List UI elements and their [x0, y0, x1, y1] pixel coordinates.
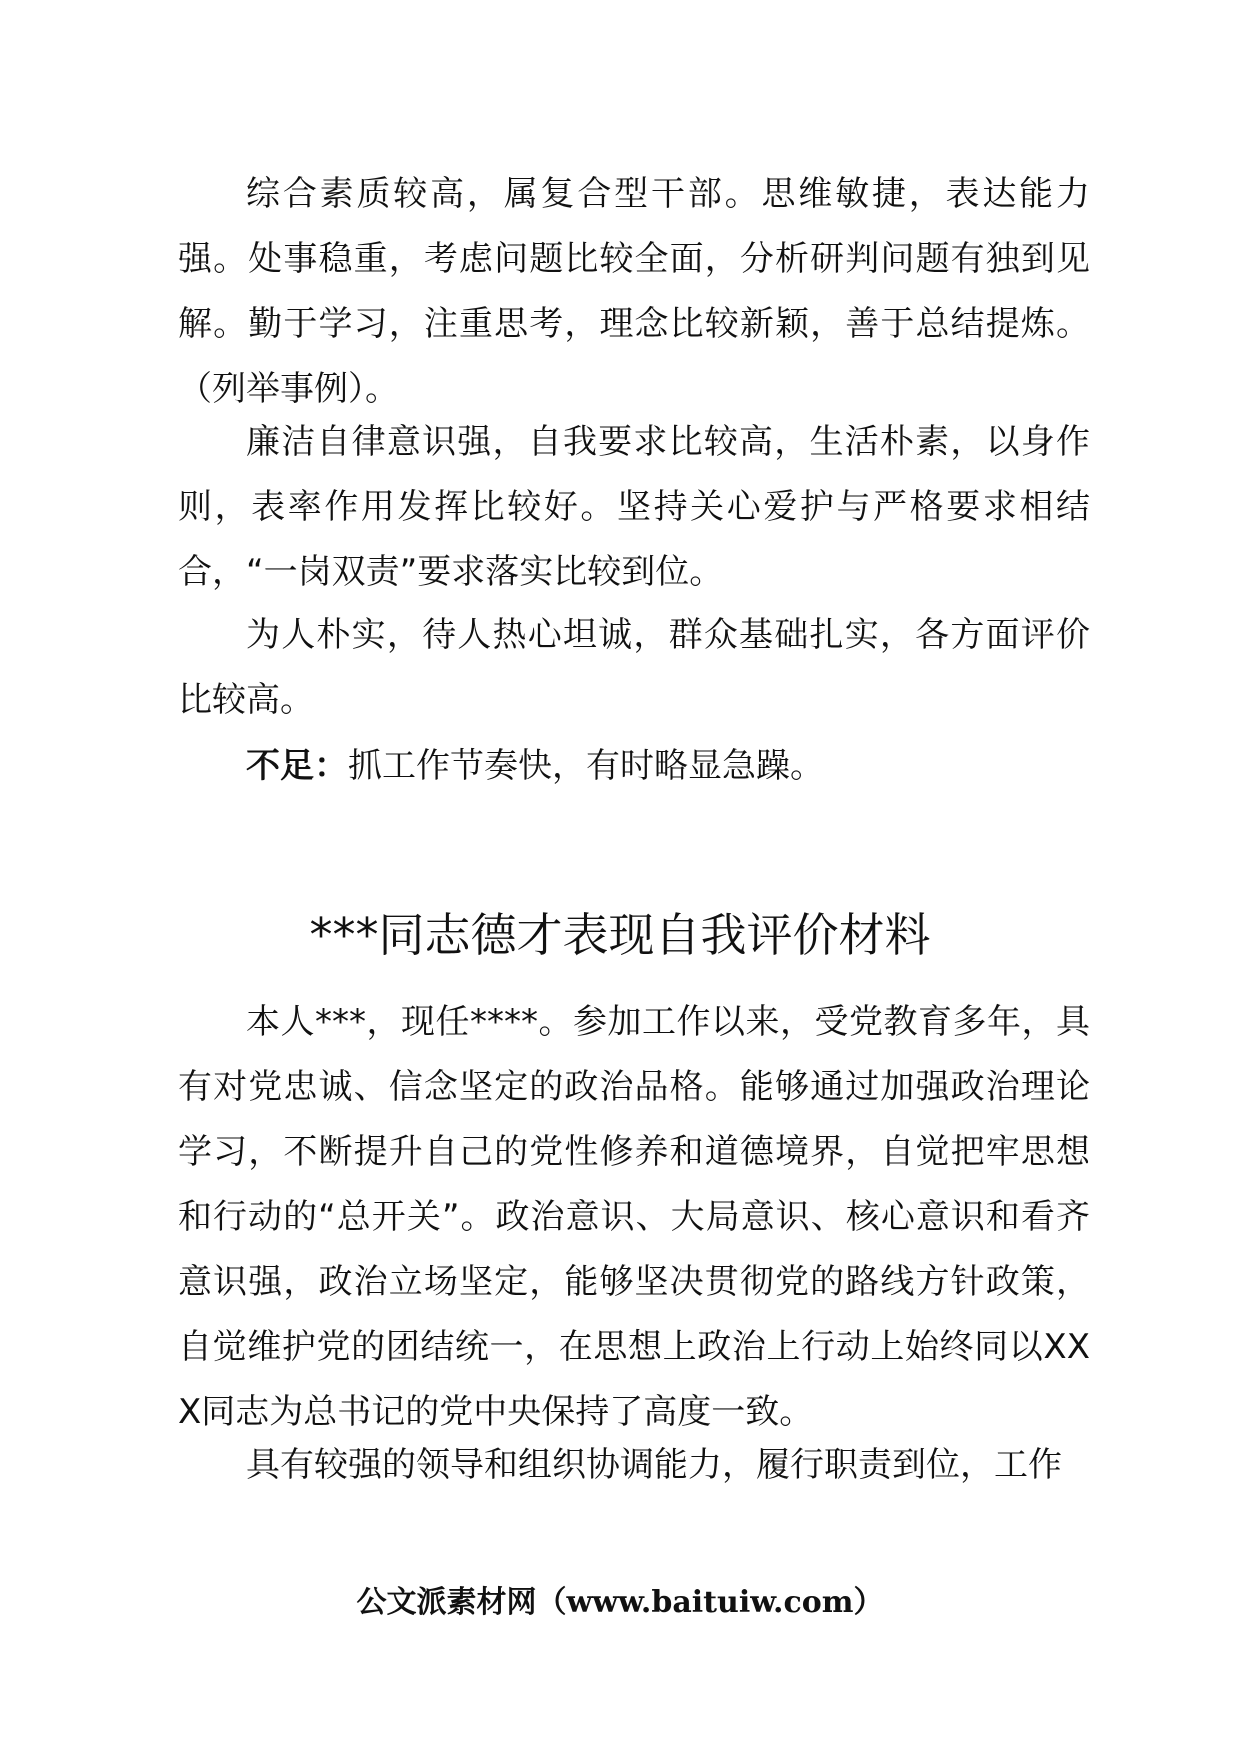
shortcoming-text: 抓工作节奏快，有时略显急躁。 — [348, 746, 824, 786]
paragraph-integrity: 廉洁自律意识强，自我要求比较高，生活朴素，以身作则，表率作用发挥比较好。坚持关心爱护与严格要求相结合，“一岗双责”要求落实比较到位。 — [178, 422, 1090, 592]
shortcoming-label: 不足： — [246, 746, 348, 786]
document-title: ***同志德才表现自我评价材料 — [309, 908, 931, 962]
paragraph-character: 为人朴实，待人热心坦诚，群众基础扎实，各方面评价比较高。 — [178, 615, 1090, 720]
paragraph-overall-quality: 综合素质较高，属复合型干部。思维敏捷，表达能力强。处事稳重，考虑问题比较全面，分析研判问题有独到见解。勤于学习，注重思考，理念比较新颖，善于总结提炼。（列举事例）。 — [178, 174, 1090, 409]
footer-watermark: 公文派素材网（www.baituiw.com） — [356, 1585, 884, 1620]
paragraph-leadership: 具有较强的领导和组织协调能力，履行职责到位，工作 — [246, 1445, 1062, 1485]
paragraph-shortcoming — [178, 734, 1090, 799]
paragraph-self-evaluation: 本人***，现任****。参加工作以来，受党教育多年，具有对党忠诚、信念坚定的政治品格。能够通过加强政治理论学习，不断提升自己的党性修养和道德境界，自觉把牢思想和行动的“总开关”。政治意识、大局意识、核心意识和看齐意识强，政治立场坚定，能够坚决贯彻党的路线方针政策，自觉维护党的团结统一，在思想上政治上行动上始终同以XXX同志为总书记的党中央保持了高度一致。 — [178, 1002, 1090, 1432]
